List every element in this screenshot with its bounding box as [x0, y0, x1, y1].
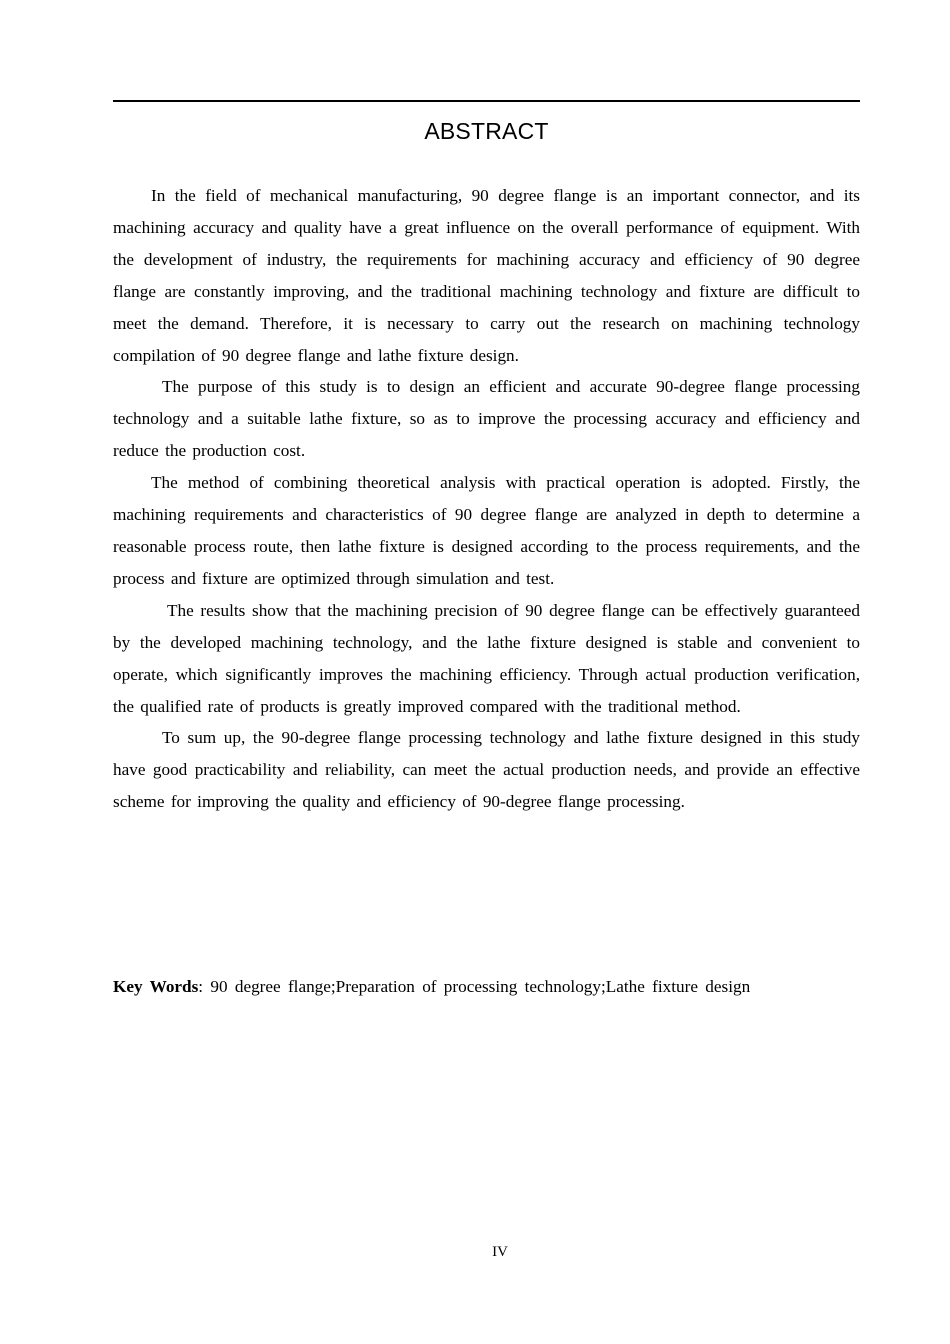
page-number: IV: [492, 1244, 508, 1260]
paragraph-4: The results show that the machining precision of 90 degree flange can be effectively guaranteed by the developed machining technology, and the lathe fixture designed is stable and convenient to operate, which significantly improves the machining efficiency. Through actual production verification, the qualified rate of products is greatly improved compared with the traditional method.: [113, 600, 860, 716]
paragraph-3: The method of combining theoretical analysis with practical operation is adopted. Firstly, the machining requirements and characteristics of 90 degree flange are analyzed in depth to determine a reasonable process route, then lathe fixture is designed according to the process requirements, and the process and fixture are optimized through simulation and test.: [113, 473, 860, 588]
header-rule: [113, 100, 860, 102]
paragraph-5: To sum up, the 90-degree flange processing technology and lathe fixture designed in this study have good practicability and reliability, can meet the actual production needs, and provide an effective scheme for improving the quality and efficiency of 90-degree flange processing.: [113, 728, 860, 812]
keywords-separator: :: [198, 977, 204, 996]
keywords-label: Key Words: [113, 977, 199, 996]
paragraph-2: The purpose of this study is to design an efficient and accurate 90-degree flange processing technology and a suitable lathe fixture, so as to improve the processing accuracy and efficiency and reduce the production cost.: [113, 377, 860, 461]
paragraph-1: In the field of mechanical manufacturing, 90 degree flange is an important connector, and its machining accuracy and quality have a great influence on the overall performance of equipment. With the development of industry, the requirements for machining accuracy and efficiency of 90 degree flange are constantly improving, and the traditional machining technology and fixture are difficult to meet the demand. Therefore, it is necessary to carry out the research on machining technology compilation of 90 degree flange and lathe fixture design.: [113, 186, 860, 365]
abstract-body: [113, 180, 860, 818]
abstract-title: ABSTRACT: [424, 118, 549, 144]
keywords-line: [113, 971, 873, 1003]
keywords-text: 90 degree flange;Preparation of processing technology;Lathe fixture design: [203, 977, 751, 996]
